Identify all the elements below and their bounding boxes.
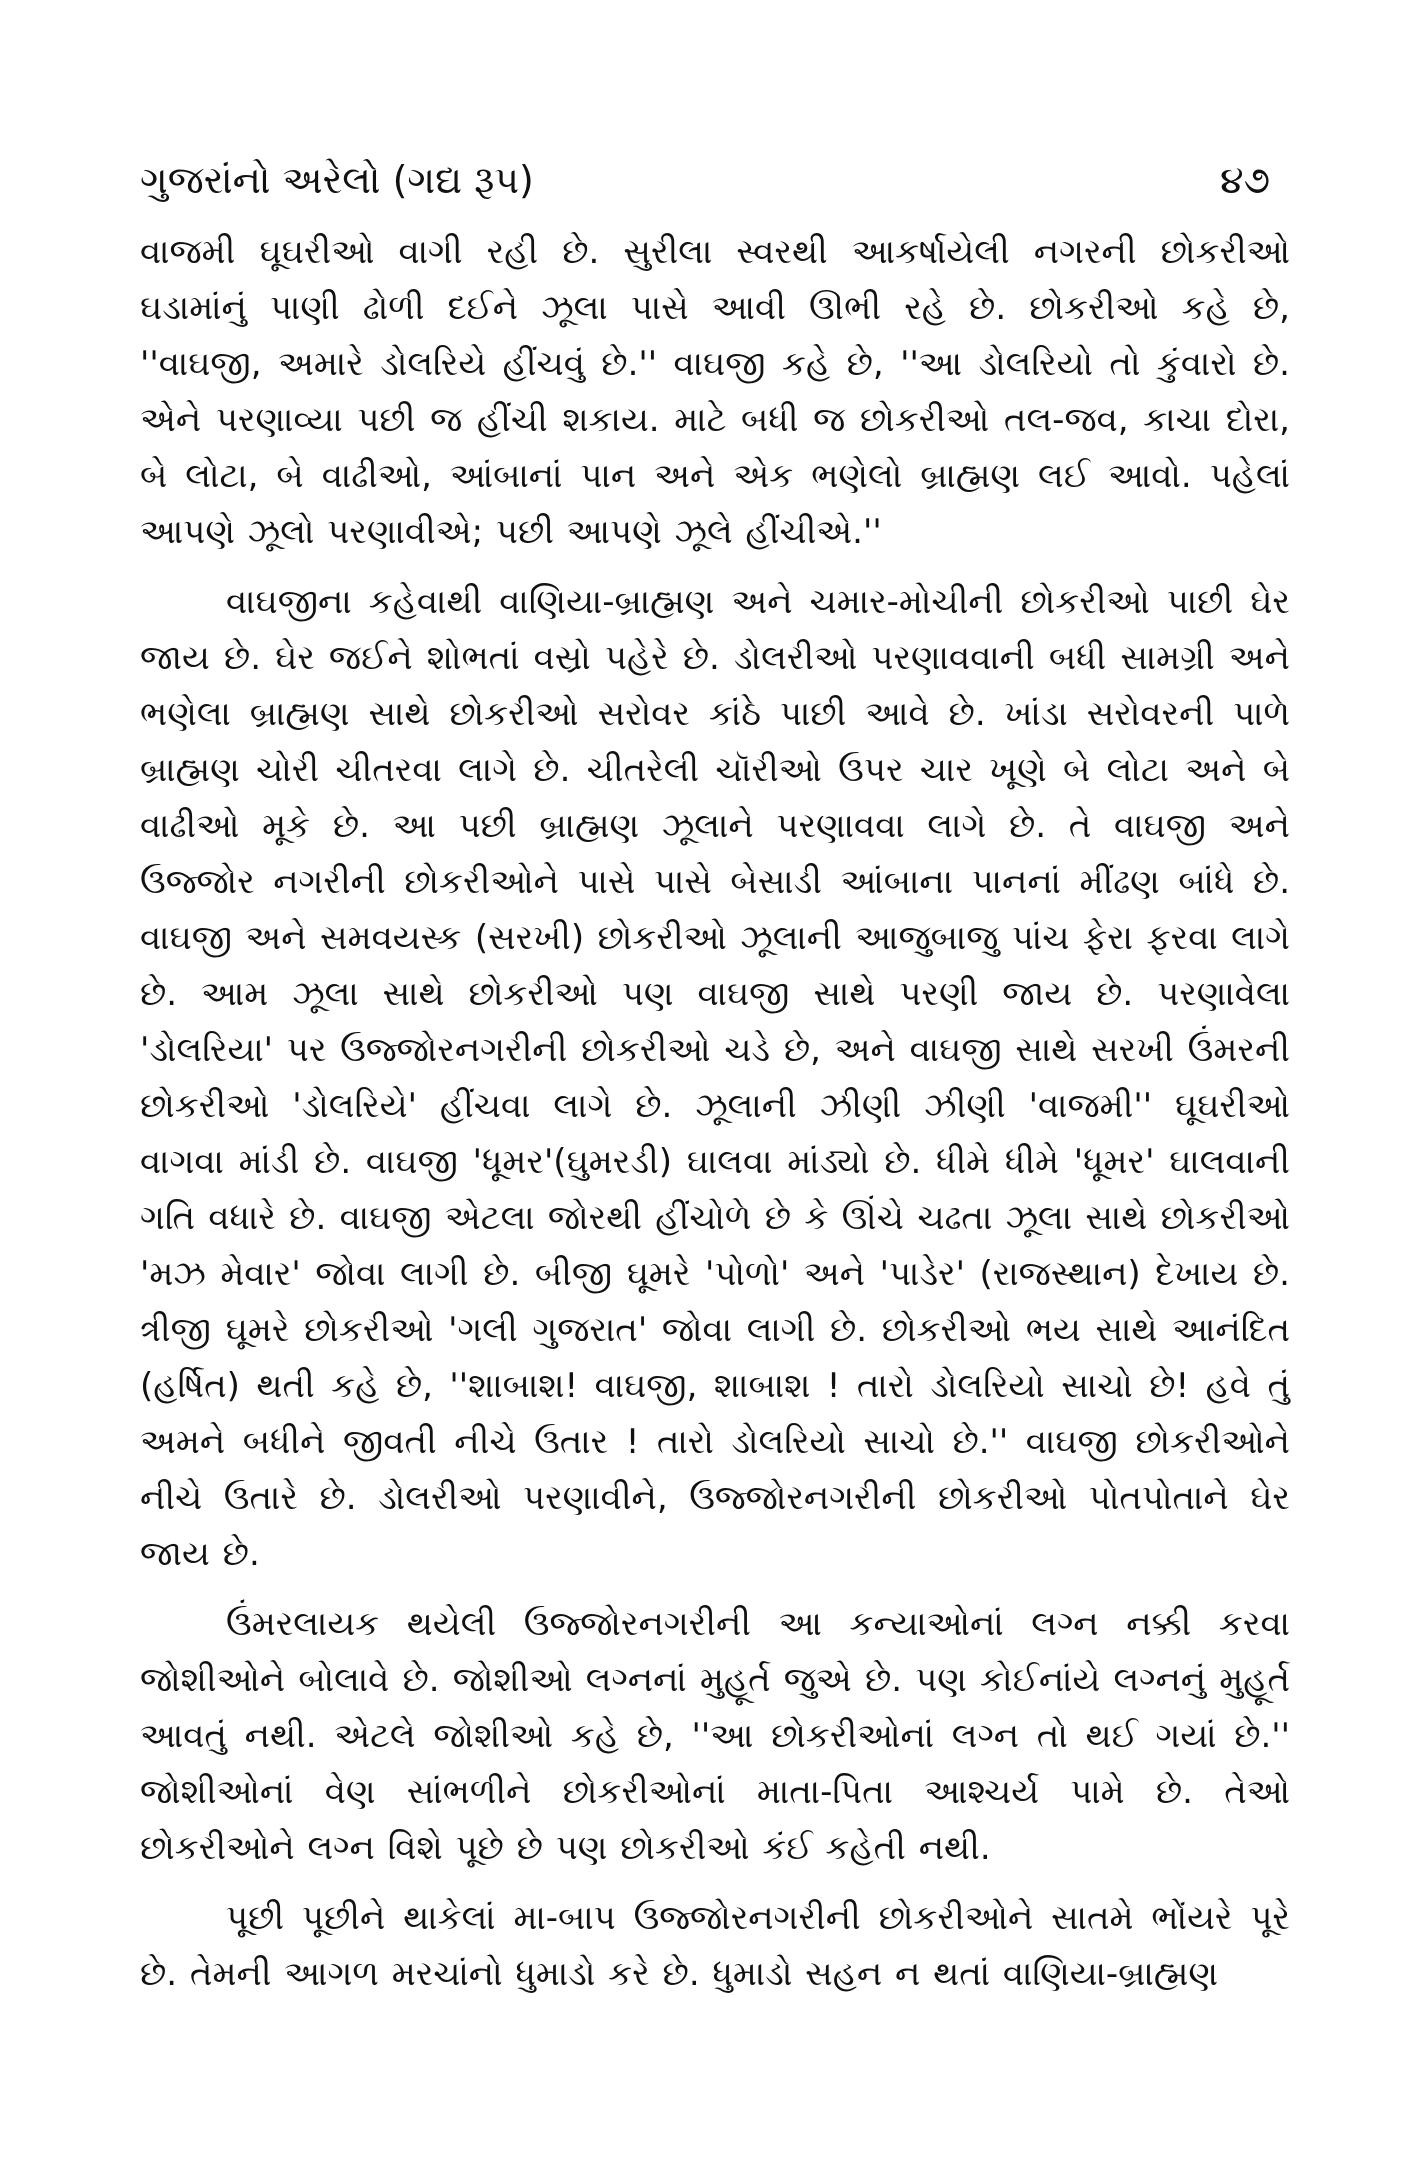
running-head-title: ગુજરાંનો અરેલો (ગદ્ય રૂપ) xyxy=(140,158,534,202)
paragraph: ઉંમરલાયક થયેલી ઉજ્જોરનગરીની આ કન્યાઓનાં લગ્ન નક્કી કરવા જોશીઓને બોલાવે છે. જોશીઓ લગ્નનાં મુહૂર્ત જુએ છે. પણ કોઈનાંયે લગ્નનું મુહૂર્ત આવતું નથી. એટલે જોશીઓ કહે છે, ''આ છોકરીઓનાં લગ્ન તો થઈ ગયાં છે.'' જોશીઓનાં વેણ સાંભળીને છોકરીઓનાં માતા-પિતા આશ્ચર્ય પામે છે. તેઓ છોકરીઓને લગ્ન વિશે પૂછે છે પણ છોકરીઓ કંઈ કહેતી નથી. xyxy=(140,1604,1290,1868)
paragraph: પૂછી પૂછીને થાકેલાં મા-બાપ ઉજ્જોરનગરીની છોકરીઓને સાતમે ભોંયરે પૂરે છે. તેમની આગળ મરચાંનો ધુમાડો કરે છે. ધુમાડો સહન ન થતાં વાણિયા-બ્રાહ્મણ xyxy=(140,1898,1290,1994)
running-head xyxy=(140,150,1290,210)
page-number: ૪૭ xyxy=(1220,158,1270,202)
paragraph: વાઘજીના કહેવાથી વાણિયા-બ્રાહ્મણ અને ચમાર-મોચીની છોકરીઓ પાછી ઘેર જાય છે. ઘેર જઈને શોભતાં વસ્રો પહેરે છે. ડોલરીઓ પરણાવવાની બધી સામગ્રી અને ભણેલા બ્રાહ્મણ સાથે છોકરીઓ સરોવર કાંઠે પાછી આવે છે. ખાંડા સરોવરની પાળે બ્રાહ્મણ ચોરી ચીતરવા લાગે છે. ચીતરેલી ચૉરીઓ ઉપર ચાર ખૂણે બે લોટા અને બે વાઢીઓ મૂકે છે. આ પછી બ્રાહ્મણ ઝૂલાને પરણાવવા લાગે છે. તે વાઘજી અને ઉજ્જોર નગરીની છોકરીઓને પાસે પાસે બેસાડી આંબાના પાનનાં મીંઢણ બાંધે છે. વાઘજી અને સમવયસ્ક (સરખી) છોકરીઓ ઝૂલાની આજુબાજુ પાંચ ફેરા ફરવા લાગે છે. આમ ઝૂલા સાથે છોકરીઓ પણ વાઘજી સાથે પરણી જાય છે. પરણાવેલા 'ડોલરિયા' પર ઉજ્જોરનગરીની છોકરીઓ ચડે છે, અને વાઘજી સાથે સરખી ઉંમરની છોકરીઓ 'ડોલરિયે' હીંચવા લાગે છે. ઝૂલાની ઝીણી ઝીણી 'વાજમી'' ઘૂઘરીઓ વાગવા માંડી છે. વાઘજી 'ધૂમર'(ઘુમરડી) ઘાલવા માંડ્યો છે. ધીમે ધીમે 'ધૂમર' ઘાલવાની ગતિ વધારે છે. વાઘજી એટલા જોરથી હીંચોળે છે કે ઊંચે ચઢતા ઝૂલા સાથે છોકરીઓ 'મઝ મેવાર' જોવા લાગી છે. બીજી ઘૂમરે 'પોળો' અને 'પાડેર' (રાજસ્થાન) દેખાય છે. ત્રીજી ઘૂમરે છોકરીઓ 'ગલી ગુજરાત' જોવા લાગી છે. છોકરીઓ ભય સાથે આનંદિત (હર્ષિત) થતી કહે છે, ''શાબાશ! વાઘજી, શાબાશ ! તારો ડોલરિયો સાચો છે! હવે તું અમને બધીને જીવતી નીચે ઉતાર ! તારો ડોલરિયો સાચો છે.'' વાઘજી છોકરીઓને નીચે ઉતારે છે. ડોલરીઓ પરણાવીને, ઉજ્જોરનગરીની છોકરીઓ પોતપોતાને ઘેર જાય છે. xyxy=(140,582,1290,1574)
book-page xyxy=(140,150,1290,2016)
paragraph: વાજમી ઘૂઘરીઓ વાગી રહી છે. સુરીલા સ્વરથી આકર્ષાયેલી નગરની છોકરીઓ ઘડામાંનું પાણી ઢોળી દઈને ઝૂલા પાસે આવી ઊભી રહે છે. છોકરીઓ કહે છે, ''વાઘજી, અમારે ડોલરિયે હીંચવું છે.'' વાઘજી કહે છે, ''આ ડોલરિયો તો કુંવારો છે. એને પરણાવ્યા પછી જ હીંચી શકાય. માટે બધી જ છોકરીઓ તલ-જવ, કાચા દોરા, બે લોટા, બે વાઢીઓ, આંબાનાં પાન અને એક ભણેલો બ્રાહ્મણ લઈ આવો. પહેલાં આપણે ઝૂલો પરણાવીએ; પછી આપણે ઝૂલે હીંચીએ.'' xyxy=(140,232,1290,552)
